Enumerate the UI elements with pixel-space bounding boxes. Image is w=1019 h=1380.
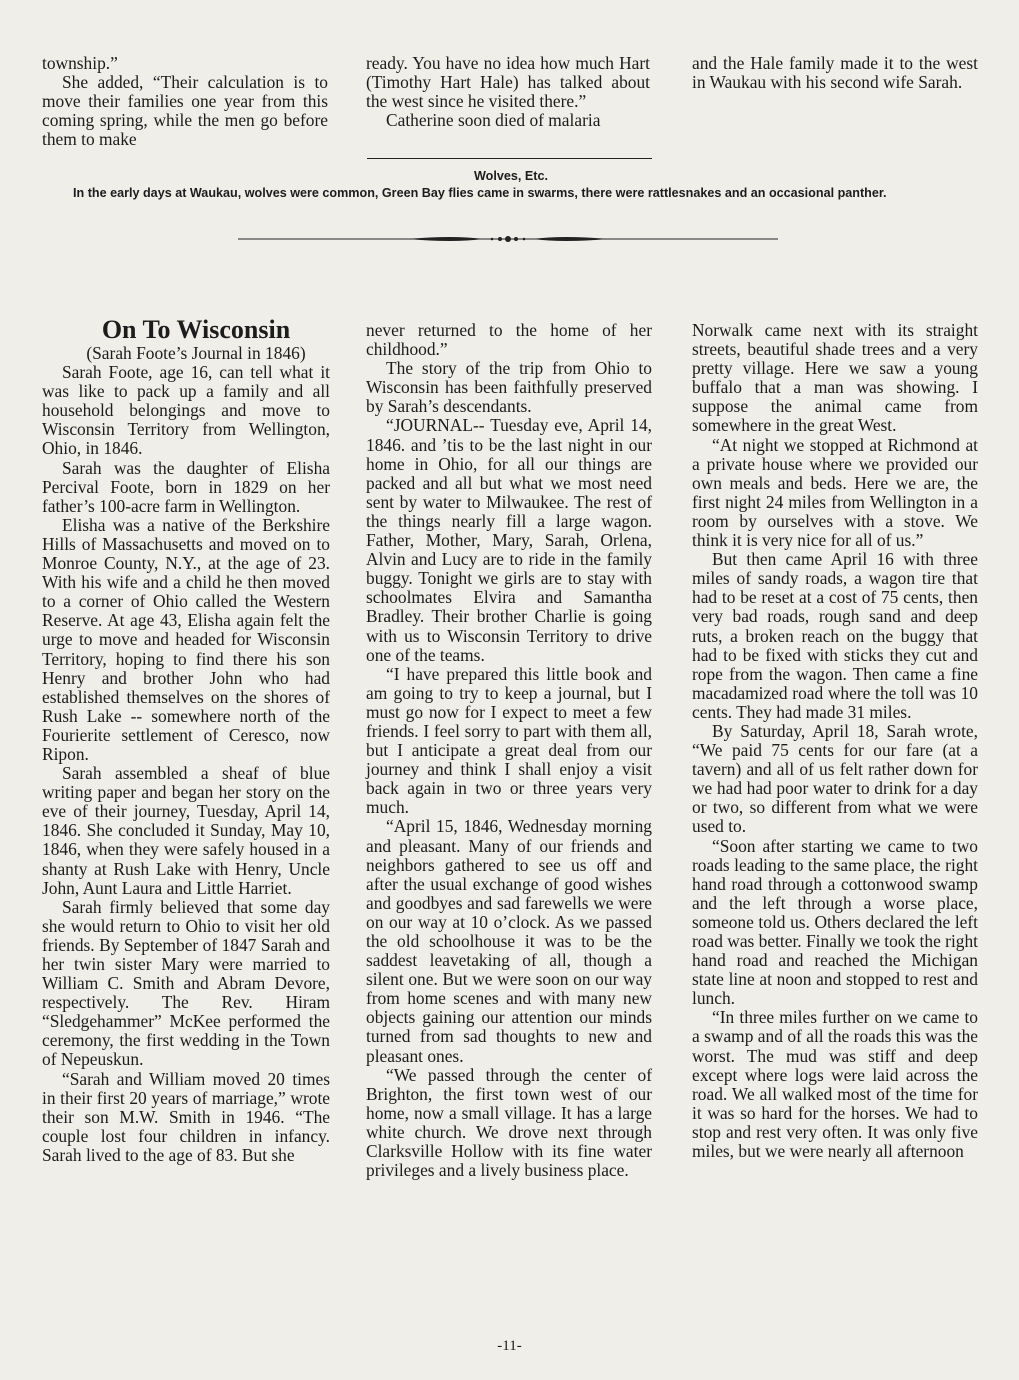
ornamental-divider xyxy=(238,232,778,246)
paragraph: She added, “Their calculation is to move their families one year from this coming spring, while the men go before them to make xyxy=(42,72,328,150)
paragraph: “JOURNAL-- Tuesday eve, April 14, 1846. and ’tis to be the last night in our home in Ohio, for all our things are packed and all but what we most need sent by water to Milwaukee. The rest of the things nearly fill a large wagon. Father, Mother, Mary, Sarah, Orlena, Alvin and Lucy are to ride in the family buggy. Tonight we girls are to stay with schoolmates Elvira and Samantha Bradley. Their brother Charlie is going with us to Wisconsin Territory to drive one of the teams. xyxy=(366,415,652,665)
sidebar-text: In the early days at Waukau, wolves were common, Green Bay flies came in swarms, there were rattlesnakes and an occasional panther. xyxy=(73,186,887,200)
top-column-3 xyxy=(692,54,978,92)
paragraph: The story of the trip from Ohio to Wisconsin has been faithfully preserved by Sarah’s descendants. xyxy=(366,358,652,417)
article-column-2 xyxy=(366,321,652,1180)
paragraph: But then came April 16 with three miles of sandy roads, a wagon tire that had to be reset at a cost of 75 cents, then very bad roads, rough sand and deep ruts, a broken reach on the buggy that had to be fixed with sticks they cut and rope from the wagon. Then came a fine macadamized road where the toll was 10 cents. They had made 31 miles. xyxy=(692,549,978,722)
paragraph: Sarah was the daughter of Elisha Percival Foote, born in 1829 on her father’s 100-acre farm in Wellington. xyxy=(42,457,330,516)
page-number: -11- xyxy=(497,1338,522,1354)
paragraph: “Soon after starting we came to two roads leading to the same place, the right hand road through a cottonwood swamp and the left through a worse place, someone told us. Others declared the left road was better. Finally we took the right hand road and reached the Michigan state line at noon and stopped to rest and lunch. xyxy=(692,835,978,1009)
paragraph: Sarah assembled a sheaf of blue writing paper and began her story on the eve of their journey, Tuesday, April 14, 1846. She concluded it Sunday, May 10, 1846, when they were safely housed in a shanty at Rush Lake with Henry, Uncle John, Aunt Laura and Little Harriet. xyxy=(42,763,330,898)
paragraph: Sarah Foote, age 16, can tell what it was like to pack up a family and all household belongings and move to Wisconsin Territory from Wellington, Ohio, in 1846. xyxy=(42,362,330,459)
paragraph: Elisha was a native of the Berkshire Hills of Massachusetts and moved on to Monroe County, N.Y., at the age of 23. With his wife and a child he then moved to a corner of Ohio called the Western Reserve. At age 43, Elisha again felt the urge to move and headed for Wisconsin Territory, hoping to find there his son Henry and brother John who had established themselves on the shores of Rush Lake -- somewhere north of the Fourierite settlement of Ceresco, now Ripon. xyxy=(42,514,330,764)
paragraph: and the Hale family made it to the west in Waukau with his second wife Sarah. xyxy=(692,53,978,93)
article-title: On To Wisconsin xyxy=(101,315,291,344)
sidebar-heading: Wolves, Etc. xyxy=(474,169,548,183)
article-column-3 xyxy=(692,321,978,1161)
top-column-2 xyxy=(366,54,650,130)
article-subtitle: (Sarah Foote’s Journal in 1846) xyxy=(86,343,306,363)
paragraph: never returned to the home of her childhood.” xyxy=(366,320,652,360)
paragraph: Norwalk came next with its straight streets, beautiful shade trees and a very pretty village. Here we saw a young buffalo that a man was showing. I suppose the animal came from somewhere in the great West. xyxy=(692,320,978,436)
divider-rule xyxy=(367,158,652,159)
article-column-1 xyxy=(42,316,330,1165)
paragraph: ready. You have no idea how much Hart (Timothy Hart Hale) has talked about the west since he visited there.” xyxy=(366,53,650,112)
paragraph: By Saturday, April 18, Sarah wrote, “We paid 75 cents for our fare (at a tavern) and all of us felt rather down for we had had poor water to drink for a day or two, so different from what we were used to. xyxy=(692,720,978,837)
paragraph: Sarah firmly believed that some day she would return to Ohio to visit her old friends. By September of 1847 Sarah and her twin sister Mary were married to William C. Smith and Abram Devore, respectively. The Rev. Hiram “Sledgehammer” McKee performed the ceremony, the first wedding in the Town of Nepeuskun. xyxy=(42,896,330,1070)
top-column-1 xyxy=(42,54,328,149)
paragraph: “I have prepared this little book and am going to try to keep a journal, but I must go now for I expect to meet a few friends. I feel sorry to part with them all, but I anticipate a great deal from our journey and think I shall enjoy a visit back again in two or three years very much. xyxy=(366,663,652,818)
paragraph: “April 15, 1846, Wednesday morning and pleasant. Many of our friends and neighbors gathered to see us off and after the usual exchange of good wishes and goodbyes and sad farewells we were on our way at 10 o’clock. As we passed the old schoolhouse it was to be the saddest leavetaking of all, though a silent one. But we were soon on our way from home scenes and with many new objects gaining our attention our minds turned from sad thoughts to new and pleasant ones. xyxy=(366,816,652,1066)
paragraph: “Sarah and William moved 20 times in their first 20 years of marriage,” wrote their son M.W. Smith in 1946. “The couple lost four children in infancy. Sarah lived to the age of 83. But she xyxy=(42,1068,330,1165)
paragraph: “We passed through the center of Brighton, the first town west of our home, now a small village. It has a large white church. We drove next through Clarksville Hollow with its fine water privileges and a lively business place. xyxy=(366,1064,652,1181)
sidebar-box xyxy=(73,168,963,202)
paragraph: township.” xyxy=(42,53,118,73)
paragraph: Catherine soon died of malaria xyxy=(386,110,601,131)
paragraph: “In three miles further on we came to a swamp and of all the roads this was the worst. The mud was stiff and deep except where logs were laid across the road. We all walked most of the time for it was so hard for the horses. We had to stop and rest very often. It was only five miles, but we were nearly all afternoon xyxy=(692,1007,978,1162)
paragraph: “At night we stopped at Richmond at a private house where we provided our own meals and beds. Here we are, the first night 24 miles from Wellington in a room by ourselves with a stove. We think it is very nice for all of us.” xyxy=(692,434,978,551)
